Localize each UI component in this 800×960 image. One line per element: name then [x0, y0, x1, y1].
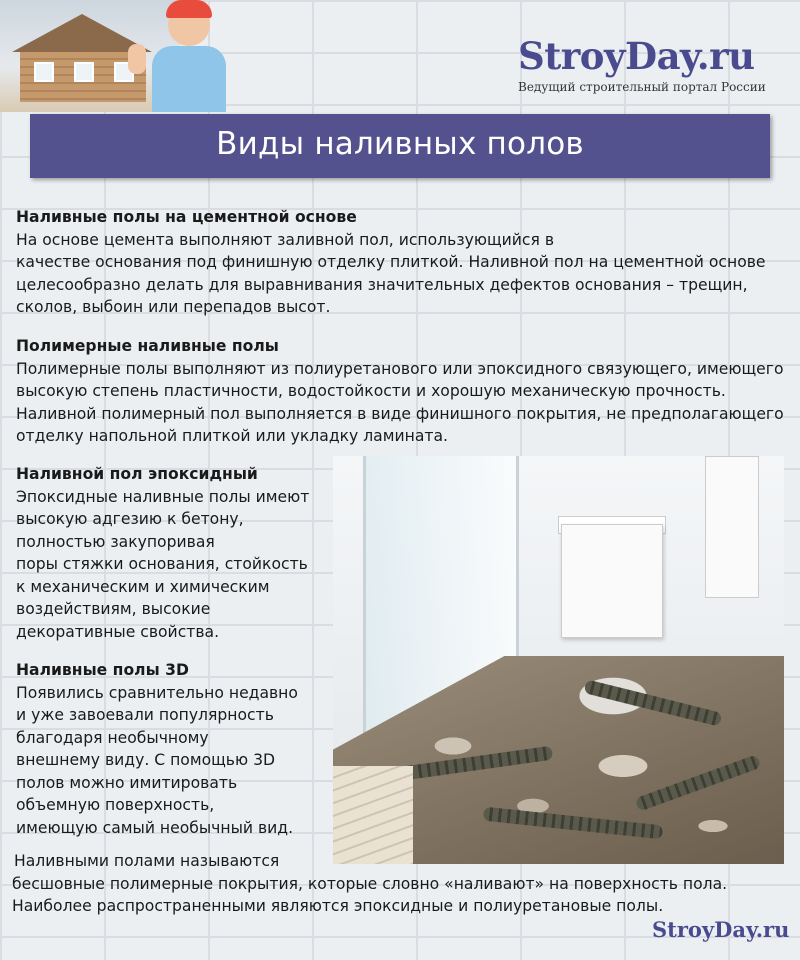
- section-heading: Полимерные наливные полы: [16, 337, 279, 355]
- section-epoxy: [16, 463, 309, 643]
- site-tagline: Ведущий строительный портал России: [518, 80, 766, 94]
- section-heading: Наливные полы на цементной основе: [16, 208, 357, 226]
- bathroom-3d-floor-photo: [333, 456, 784, 864]
- section-line: сколов, выбоин или перепадов высот.: [16, 298, 331, 316]
- section-polymer: [16, 335, 784, 448]
- section-line: полностью закупоривая: [16, 532, 215, 551]
- site-logo[interactable]: StroyDay.ru: [518, 34, 755, 78]
- vanity-cabinet-shape: [561, 524, 663, 638]
- section-line: высокую степень пластичности, водостойкости и хорошую механическую прочность.: [16, 382, 726, 400]
- wall-cabinet-shape: [705, 456, 759, 598]
- footer-line: бесшовные полимерные покрытия, которые словно «наливают» на поверхность пола.: [12, 874, 728, 893]
- section-line: воздействиям, высокие: [16, 600, 211, 618]
- section-line: целесообразно делать для выравнивания значительных дефектов основания – трещин,: [16, 275, 748, 294]
- footer-logo[interactable]: StroyDay.ru: [652, 917, 790, 942]
- footer-text: [12, 850, 727, 918]
- section-line: и уже завоевали популярность: [16, 706, 274, 724]
- section-line: Наливной полимерный пол выполняется в виде финишного покрытия, не предполагающего: [16, 404, 784, 423]
- section-line: Полимерные полы выполняют из полиуретанового или эпоксидного связующего, имеющего: [16, 359, 784, 378]
- section-line: имеющую самый необычный вид.: [16, 818, 294, 837]
- worker-illustration: [108, 0, 228, 112]
- section-line: внешнему виду. С помощью 3D: [16, 751, 276, 769]
- title-banner: [30, 114, 770, 178]
- section-line: декоративные свойства.: [16, 622, 220, 641]
- section-line: к механическим и химическим: [16, 577, 270, 596]
- page-title: Виды наливных полов: [216, 126, 584, 162]
- footer-line: Наливными полами называются: [14, 852, 280, 870]
- section-line: объемную поверхность,: [16, 796, 215, 814]
- footer-line: Наиболее распространенными являются эпоксидные и полиуретановые полы.: [12, 897, 664, 915]
- section-line: полов можно имитировать: [16, 773, 238, 792]
- section-heading: Наливные полы 3D: [16, 661, 189, 679]
- section-line: высокую адгезию к бетону,: [16, 510, 244, 528]
- section-line: благодаря необычному: [16, 728, 209, 747]
- section-line: качестве основания под финишную отделку плиткой. Наливной пол на цементной основе: [16, 253, 766, 271]
- section-cement: [16, 206, 766, 319]
- section-line: Появились сравнительно недавно: [16, 683, 298, 702]
- section-line: На основе цемента выполняют заливной пол, использующийся в: [16, 230, 555, 249]
- section-line: Эпоксидные наливные полы имеют: [16, 487, 310, 506]
- section-heading: Наливной пол эпоксидный: [16, 465, 258, 483]
- section-line: отделку напольной плиткой или укладку ламината.: [16, 427, 448, 445]
- header: [0, 0, 800, 112]
- section-line: поры стяжки основания, стойкость: [16, 555, 308, 573]
- section-3d: [16, 659, 298, 839]
